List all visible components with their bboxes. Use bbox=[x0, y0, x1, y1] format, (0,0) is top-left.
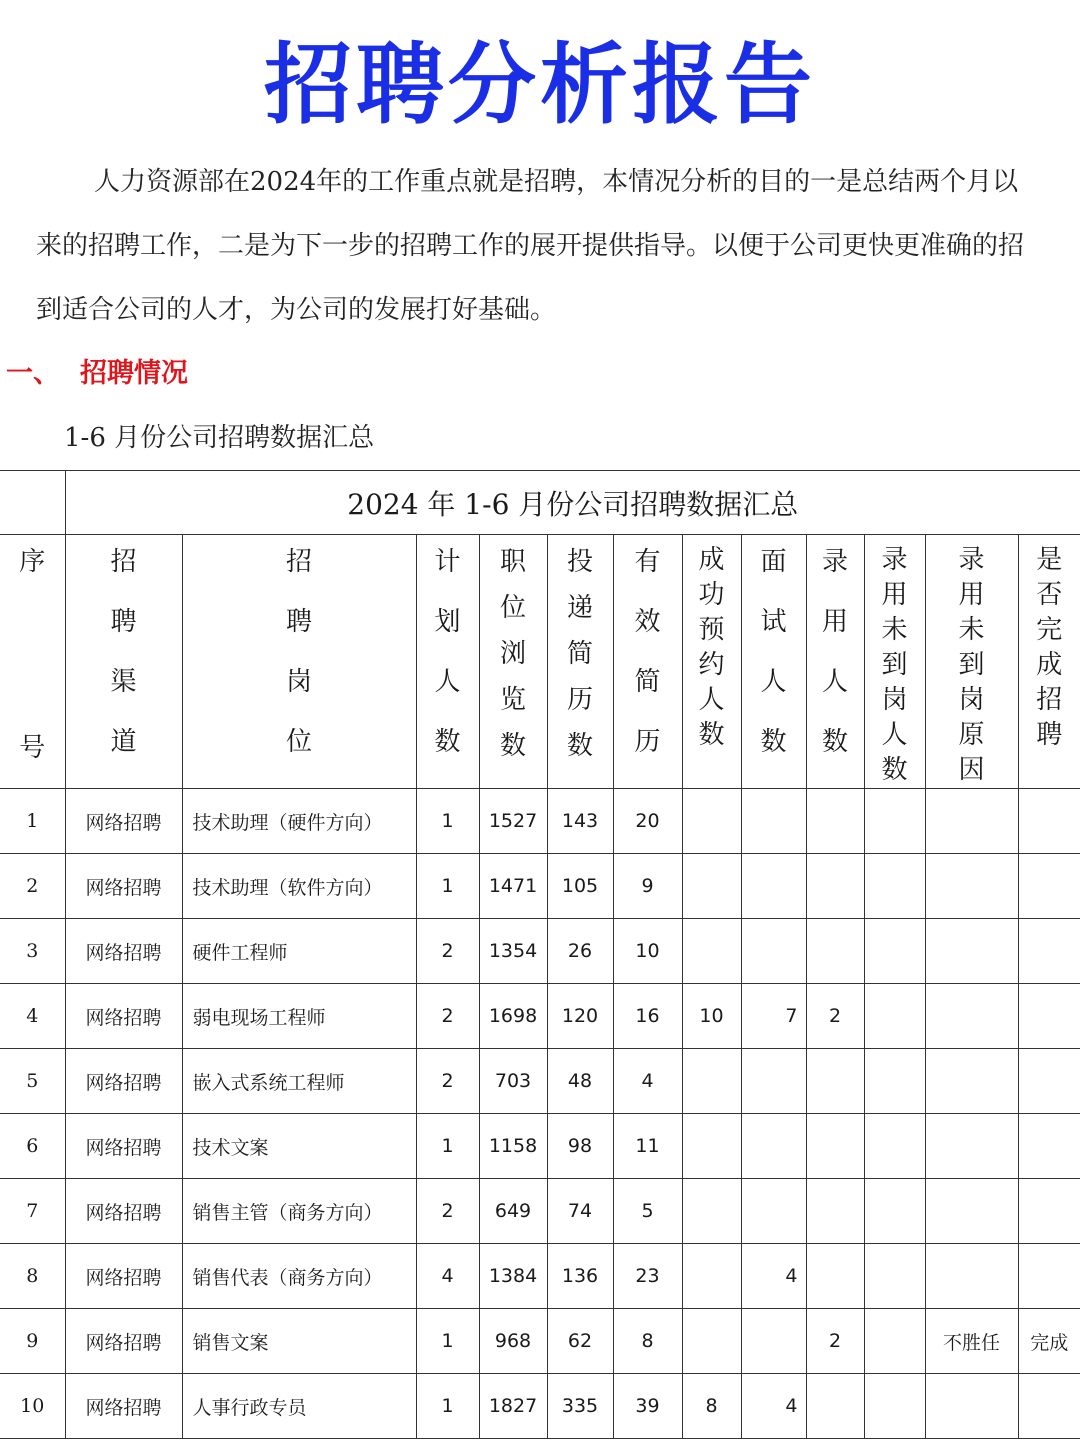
cell-channel: 网络招聘 bbox=[65, 1179, 182, 1244]
cell-views: 1158 bbox=[479, 1114, 547, 1179]
header-char: 序 bbox=[19, 547, 46, 577]
cell-position: 销售代表（商务方向） bbox=[182, 1244, 416, 1309]
cell-plan: 2 bbox=[416, 1179, 479, 1244]
header-char: 预 bbox=[698, 615, 725, 645]
cell-interviewed bbox=[741, 1114, 806, 1179]
cell-booked bbox=[682, 1049, 741, 1114]
cell-resumes: 98 bbox=[547, 1114, 613, 1179]
header-char: 面 bbox=[760, 547, 787, 577]
cell-booked: 10 bbox=[682, 984, 741, 1049]
header-cell bbox=[864, 535, 925, 789]
cell-completed: 完成 bbox=[1018, 1309, 1080, 1374]
cell-reason bbox=[925, 1374, 1018, 1439]
header-char: 投 bbox=[566, 547, 593, 577]
table-row bbox=[0, 1179, 1080, 1244]
cell-views: 703 bbox=[479, 1049, 547, 1114]
cell-reason bbox=[925, 1114, 1018, 1179]
cell-valid: 4 bbox=[613, 1049, 682, 1114]
header-char: 划 bbox=[434, 607, 461, 637]
header-char: 是 bbox=[1036, 545, 1063, 575]
header-char: 号 bbox=[19, 733, 46, 763]
header-char: 完 bbox=[1036, 615, 1063, 645]
cell-completed bbox=[1018, 1374, 1080, 1439]
header-char: 有 bbox=[634, 547, 661, 577]
header-cell bbox=[65, 535, 182, 789]
cell-interviewed bbox=[741, 854, 806, 919]
cell-plan: 4 bbox=[416, 1244, 479, 1309]
table-subtitle: 1-6 月份公司招聘数据汇总 bbox=[64, 423, 375, 453]
cell-not-arrived bbox=[864, 919, 925, 984]
cell-resumes: 136 bbox=[547, 1244, 613, 1309]
cell-channel: 网络招聘 bbox=[65, 854, 182, 919]
header-cell bbox=[0, 535, 65, 789]
header-char: 聘 bbox=[285, 607, 312, 637]
cell-not-arrived bbox=[864, 1309, 925, 1374]
cell-booked bbox=[682, 1244, 741, 1309]
header-char: 招 bbox=[110, 547, 137, 577]
header-char: 否 bbox=[1036, 580, 1063, 610]
cell-seq: 10 bbox=[0, 1374, 65, 1439]
cell-not-arrived bbox=[864, 1374, 925, 1439]
cell-seq: 9 bbox=[0, 1309, 65, 1374]
cell-not-arrived bbox=[864, 984, 925, 1049]
cell-channel: 网络招聘 bbox=[65, 1374, 182, 1439]
header-char: 数 bbox=[821, 727, 848, 757]
cell-channel: 网络招聘 bbox=[65, 984, 182, 1049]
header-char: 数 bbox=[760, 727, 787, 757]
cell-resumes: 105 bbox=[547, 854, 613, 919]
cell-plan: 2 bbox=[416, 919, 479, 984]
cell-plan: 2 bbox=[416, 1049, 479, 1114]
table-caption: 2024 年 1-6 月份公司招聘数据汇总 bbox=[65, 471, 1080, 535]
header-char: 到 bbox=[958, 650, 985, 680]
header-cell bbox=[479, 535, 547, 789]
cell-completed bbox=[1018, 984, 1080, 1049]
cell-interviewed bbox=[741, 919, 806, 984]
header-char: 数 bbox=[566, 731, 593, 761]
header-char: 人 bbox=[881, 720, 908, 750]
cell-channel: 网络招聘 bbox=[65, 1244, 182, 1309]
header-char: 岗 bbox=[285, 667, 312, 697]
cell-completed bbox=[1018, 789, 1080, 854]
cell-hired bbox=[806, 854, 864, 919]
header-char: 人 bbox=[434, 667, 461, 697]
cell-valid: 16 bbox=[613, 984, 682, 1049]
cell-completed bbox=[1018, 919, 1080, 984]
cell-position: 弱电现场工程师 bbox=[182, 984, 416, 1049]
cell-views: 1827 bbox=[479, 1374, 547, 1439]
header-char: 简 bbox=[566, 639, 593, 669]
header-char: 览 bbox=[499, 685, 526, 715]
header-cell bbox=[682, 535, 741, 789]
cell-position: 技术助理（硬件方向） bbox=[182, 789, 416, 854]
cell-position: 硬件工程师 bbox=[182, 919, 416, 984]
header-char: 约 bbox=[698, 650, 725, 680]
cell-completed bbox=[1018, 1049, 1080, 1114]
cell-seq: 7 bbox=[0, 1179, 65, 1244]
header-char: 用 bbox=[821, 607, 848, 637]
cell-interviewed bbox=[741, 1179, 806, 1244]
cell-hired bbox=[806, 789, 864, 854]
cell-not-arrived bbox=[864, 789, 925, 854]
cell-valid: 9 bbox=[613, 854, 682, 919]
header-char: 成 bbox=[698, 545, 725, 575]
cell-interviewed: 4 bbox=[741, 1374, 806, 1439]
caption-spacer bbox=[0, 471, 65, 535]
cell-interviewed: 4 bbox=[741, 1244, 806, 1309]
cell-views: 968 bbox=[479, 1309, 547, 1374]
cell-reason bbox=[925, 789, 1018, 854]
table-row bbox=[0, 1244, 1080, 1309]
header-char: 岗 bbox=[958, 685, 985, 715]
cell-reason bbox=[925, 1244, 1018, 1309]
cell-reason bbox=[925, 1179, 1018, 1244]
cell-views: 649 bbox=[479, 1179, 547, 1244]
header-char: 录 bbox=[821, 547, 848, 577]
cell-booked bbox=[682, 1114, 741, 1179]
cell-seq: 1 bbox=[0, 789, 65, 854]
header-char: 人 bbox=[760, 667, 787, 697]
cell-views: 1527 bbox=[479, 789, 547, 854]
table-row bbox=[0, 1049, 1080, 1114]
table-row bbox=[0, 919, 1080, 984]
header-char: 到 bbox=[881, 650, 908, 680]
header-cell bbox=[806, 535, 864, 789]
header-char: 数 bbox=[499, 731, 526, 761]
header-char: 功 bbox=[698, 580, 725, 610]
cell-channel: 网络招聘 bbox=[65, 1114, 182, 1179]
cell-plan: 2 bbox=[416, 984, 479, 1049]
header-char: 招 bbox=[285, 547, 312, 577]
header-char: 聘 bbox=[1036, 720, 1063, 750]
cell-hired bbox=[806, 919, 864, 984]
header-cell bbox=[547, 535, 613, 789]
cell-resumes: 143 bbox=[547, 789, 613, 854]
cell-seq: 5 bbox=[0, 1049, 65, 1114]
header-char: 岗 bbox=[881, 685, 908, 715]
cell-views: 1384 bbox=[479, 1244, 547, 1309]
header-char: 未 bbox=[881, 615, 908, 645]
cell-not-arrived bbox=[864, 854, 925, 919]
table-row bbox=[0, 1374, 1080, 1439]
cell-valid: 39 bbox=[613, 1374, 682, 1439]
header-cell bbox=[182, 535, 416, 789]
cell-hired bbox=[806, 1244, 864, 1309]
cell-booked bbox=[682, 1179, 741, 1244]
cell-seq: 8 bbox=[0, 1244, 65, 1309]
table-row bbox=[0, 1114, 1080, 1179]
cell-seq: 4 bbox=[0, 984, 65, 1049]
header-char: 成 bbox=[1036, 650, 1063, 680]
header-char: 浏 bbox=[499, 639, 526, 669]
header-char: 人 bbox=[698, 685, 725, 715]
header-char: 未 bbox=[958, 615, 985, 645]
section-number: 一、 bbox=[6, 358, 60, 389]
cell-reason: 不胜任 bbox=[925, 1309, 1018, 1374]
cell-position: 销售主管（商务方向） bbox=[182, 1179, 416, 1244]
section-heading bbox=[6, 352, 188, 396]
cell-seq: 6 bbox=[0, 1114, 65, 1179]
cell-not-arrived bbox=[864, 1114, 925, 1179]
table-row bbox=[0, 1309, 1080, 1374]
header-row bbox=[0, 535, 1080, 789]
cell-reason bbox=[925, 919, 1018, 984]
header-cell bbox=[1018, 535, 1080, 789]
section-title: 招聘情况 bbox=[80, 358, 188, 389]
cell-booked bbox=[682, 1309, 741, 1374]
cell-channel: 网络招聘 bbox=[65, 919, 182, 984]
cell-position: 嵌入式系统工程师 bbox=[182, 1049, 416, 1114]
header-char: 因 bbox=[958, 755, 985, 785]
header-char: 数 bbox=[434, 727, 461, 757]
cell-channel: 网络招聘 bbox=[65, 1309, 182, 1374]
cell-position: 人事行政专员 bbox=[182, 1374, 416, 1439]
cell-booked: 8 bbox=[682, 1374, 741, 1439]
cell-resumes: 48 bbox=[547, 1049, 613, 1114]
header-char: 原 bbox=[958, 720, 985, 750]
cell-booked bbox=[682, 854, 741, 919]
cell-views: 1354 bbox=[479, 919, 547, 984]
header-char: 人 bbox=[821, 667, 848, 697]
cell-not-arrived bbox=[864, 1179, 925, 1244]
cell-position: 销售文案 bbox=[182, 1309, 416, 1374]
cell-completed bbox=[1018, 1244, 1080, 1309]
cell-resumes: 335 bbox=[547, 1374, 613, 1439]
intro-paragraph: 人力资源部在2024年的工作重点就是招聘，本情况分析的目的一是总结两个月以来的招聘工作，二是为下一步的招聘工作的展开提供指导。以便于公司更快更准确的招到适合公司的人才，为公司的发展打好基础。 bbox=[36, 167, 1025, 325]
header-char: 计 bbox=[434, 547, 461, 577]
cell-reason bbox=[925, 984, 1018, 1049]
header-char: 位 bbox=[499, 593, 526, 623]
table-row bbox=[0, 789, 1080, 854]
cell-valid: 10 bbox=[613, 919, 682, 984]
cell-valid: 20 bbox=[613, 789, 682, 854]
header-char: 录 bbox=[958, 545, 985, 575]
cell-channel: 网络招聘 bbox=[65, 1049, 182, 1114]
header-char: 用 bbox=[958, 580, 985, 610]
header-char: 数 bbox=[698, 720, 725, 750]
header-cell bbox=[741, 535, 806, 789]
cell-hired: 2 bbox=[806, 984, 864, 1049]
cell-plan: 1 bbox=[416, 789, 479, 854]
recruitment-table bbox=[0, 470, 1080, 1439]
cell-completed bbox=[1018, 1114, 1080, 1179]
cell-valid: 23 bbox=[613, 1244, 682, 1309]
caption-row bbox=[0, 471, 1080, 535]
cell-resumes: 120 bbox=[547, 984, 613, 1049]
cell-interviewed bbox=[741, 1049, 806, 1114]
cell-views: 1471 bbox=[479, 854, 547, 919]
cell-seq: 2 bbox=[0, 854, 65, 919]
cell-completed bbox=[1018, 1179, 1080, 1244]
header-char: 数 bbox=[881, 755, 908, 785]
cell-hired bbox=[806, 1374, 864, 1439]
cell-resumes: 62 bbox=[547, 1309, 613, 1374]
header-char: 历 bbox=[566, 685, 593, 715]
header-char: 聘 bbox=[110, 607, 137, 637]
cell-plan: 1 bbox=[416, 1309, 479, 1374]
cell-valid: 5 bbox=[613, 1179, 682, 1244]
cell-booked bbox=[682, 789, 741, 854]
cell-interviewed bbox=[741, 789, 806, 854]
cell-hired: 2 bbox=[806, 1309, 864, 1374]
header-char: 位 bbox=[285, 727, 312, 757]
table-row bbox=[0, 854, 1080, 919]
cell-resumes: 74 bbox=[547, 1179, 613, 1244]
cell-interviewed: 7 bbox=[741, 984, 806, 1049]
header-char: 历 bbox=[634, 727, 661, 757]
header-cell bbox=[416, 535, 479, 789]
header-char: 道 bbox=[110, 727, 137, 757]
header-char: 录 bbox=[881, 545, 908, 575]
cell-position: 技术助理（软件方向） bbox=[182, 854, 416, 919]
header-cell bbox=[613, 535, 682, 789]
cell-views: 1698 bbox=[479, 984, 547, 1049]
table-row bbox=[0, 984, 1080, 1049]
cell-plan: 1 bbox=[416, 1114, 479, 1179]
header-char: 用 bbox=[881, 580, 908, 610]
header-char: 渠 bbox=[110, 667, 137, 697]
header-char: 简 bbox=[634, 667, 661, 697]
cell-completed bbox=[1018, 854, 1080, 919]
cell-hired bbox=[806, 1114, 864, 1179]
cell-channel: 网络招聘 bbox=[65, 789, 182, 854]
cell-seq: 3 bbox=[0, 919, 65, 984]
header-char: 招 bbox=[1036, 685, 1063, 715]
report-title: 招聘分析报告 bbox=[263, 33, 816, 136]
cell-plan: 1 bbox=[416, 854, 479, 919]
cell-hired bbox=[806, 1179, 864, 1244]
cell-valid: 11 bbox=[613, 1114, 682, 1179]
cell-reason bbox=[925, 854, 1018, 919]
cell-position: 技术文案 bbox=[182, 1114, 416, 1179]
header-char: 职 bbox=[499, 547, 526, 577]
cell-not-arrived bbox=[864, 1049, 925, 1114]
cell-hired bbox=[806, 1049, 864, 1114]
cell-reason bbox=[925, 1049, 1018, 1114]
cell-interviewed bbox=[741, 1309, 806, 1374]
cell-plan: 1 bbox=[416, 1374, 479, 1439]
cell-resumes: 26 bbox=[547, 919, 613, 984]
cell-valid: 8 bbox=[613, 1309, 682, 1374]
header-cell bbox=[925, 535, 1018, 789]
cell-not-arrived bbox=[864, 1244, 925, 1309]
header-char: 效 bbox=[634, 607, 661, 637]
header-char: 试 bbox=[760, 607, 787, 637]
header-char: 递 bbox=[566, 593, 593, 623]
cell-booked bbox=[682, 919, 741, 984]
